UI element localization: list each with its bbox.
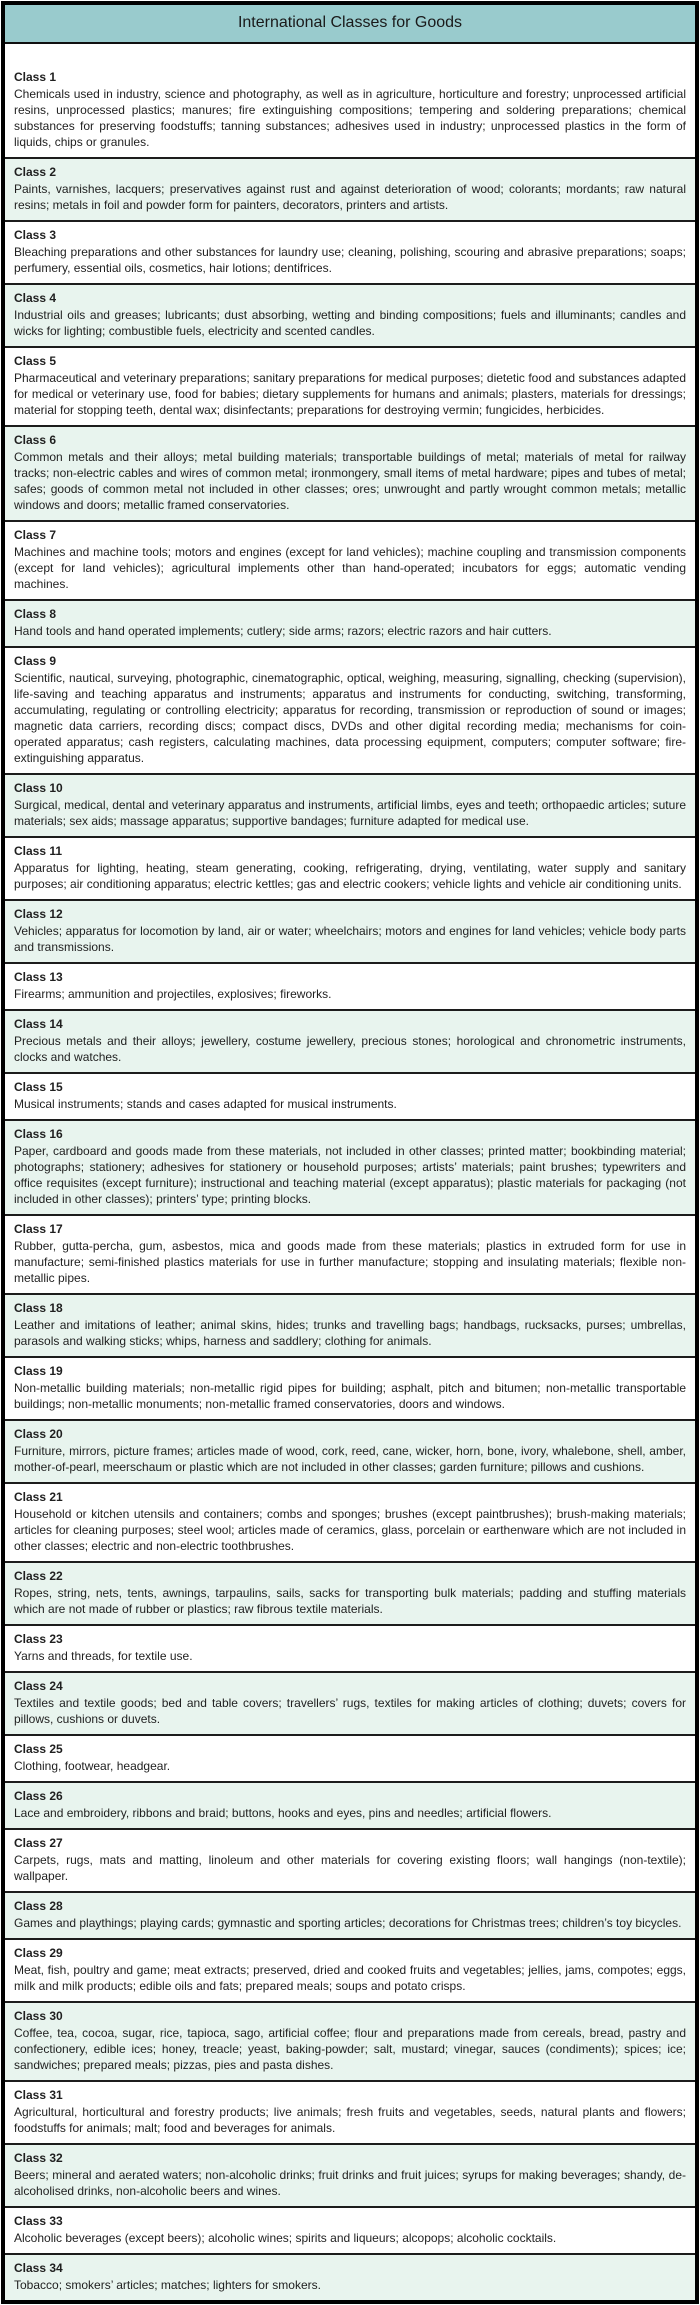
class-description: Meat, fish, poultry and game; meat extracts; preserved, dried and cooked fruits and vegetables; jellies, jams, compotes; eggs, milk and milk products; edible oils and fats; prepared meals; soups and potato crisps.: [14, 1963, 686, 1993]
class-label: Class 24: [14, 1679, 63, 1693]
class-label: Class 12: [14, 907, 63, 921]
class-row: [5, 1891, 695, 1938]
class-description: Household or kitchen utensils and containers; combs and sponges; brushes (except paintbrushes); brush-making materials; articles for cleaning purposes; steel wool; articles made of ceramics, glass, porcelain or earthenware which are not included in other classes; electric and non-electric toothbrushes.: [14, 1507, 686, 1553]
class-label: Class 10: [14, 781, 63, 795]
class-description: Rubber, gutta-percha, gum, asbestos, mica and goods made from these materials; plastics in extruded form for use in manufacture; semi-finished plastics materials for use in further manufacture; stopping and insulating materials; flexible non-metallic pipes.: [14, 1239, 686, 1285]
class-row: [5, 520, 695, 599]
class-description: Tobacco; smokers’ articles; matches; lighters for smokers.: [14, 2278, 321, 2292]
class-row: [5, 2253, 695, 2300]
class-description: Lace and embroidery, ribbons and braid; buttons, hooks and eyes, pins and needles; artificial flowers.: [14, 1806, 552, 1820]
class-description: Firearms; ammunition and projectiles, explosives; fireworks.: [14, 987, 332, 1001]
class-label: Class 17: [14, 1222, 63, 1236]
class-row: [5, 1734, 695, 1781]
class-row: [5, 836, 695, 899]
class-description: Surgical, medical, dental and veterinary apparatus and instruments, artificial limbs, eyes and teeth; orthopaedic articles; suture materials; sex aids; massage apparatus; supportive bandages; furniture adapted for medical use.: [14, 798, 686, 828]
class-row: [5, 1624, 695, 1671]
class-row: [5, 899, 695, 962]
class-row: [5, 1009, 695, 1072]
class-description: Furniture, mirrors, picture frames; articles made of wood, cork, reed, cane, wicker, horn, bone, ivory, whalebone, shell, amber, mother-of-pearl, meerschaum or plastic which are not included in other classes; garden furniture; pillows and cushions.: [14, 1444, 686, 1474]
class-description: Precious metals and their alloys; jewellery, costume jewellery, precious stones; horological and chronometric instruments, clocks and watches.: [14, 1034, 686, 1064]
class-row: [5, 2143, 695, 2206]
class-label: Class 11: [14, 844, 63, 858]
classes-table: [1, 1, 699, 2304]
class-label: Class 21: [14, 1490, 63, 1504]
class-description: Games and playthings; playing cards; gymnastic and sporting articles; decorations for Christmas trees; children’s toy bicycles.: [14, 1916, 682, 1930]
class-row: [5, 425, 695, 520]
class-label: Class 30: [14, 2009, 63, 2023]
class-label: Class 4: [14, 291, 57, 305]
class-row: [5, 1671, 695, 1734]
class-row: [5, 2206, 695, 2253]
class-row: [5, 1781, 695, 1828]
class-description: Textiles and textile goods; bed and table covers; travellers’ rugs, textiles for making articles of clothing; duvets; covers for pillows, cushions or duvets.: [14, 1696, 686, 1726]
class-description: Hand tools and hand operated implements; cutlery; side arms; razors; electric razors and hair cutters.: [14, 624, 552, 638]
class-label: Class 31: [14, 2088, 63, 2102]
class-description: Alcoholic beverages (except beers); alcoholic wines; spirits and liqueurs; alcopops; alcoholic cocktails.: [14, 2231, 557, 2245]
class-row: [5, 44, 695, 157]
class-label: Class 19: [14, 1364, 63, 1378]
class-label: Class 22: [14, 1569, 63, 1583]
class-label: Class 7: [14, 528, 57, 542]
class-description: Paints, varnishes, lacquers; preservatives against rust and against deterioration of wood; colorants; mordants; raw natural resins; metals in foil and powder form for painters, decorators, printers and artists.: [14, 182, 686, 212]
class-description: Pharmaceutical and veterinary preparations; sanitary preparations for medical purposes; dietetic food and substances adapted for medical or veterinary use, food for babies; dietary supplements for humans and animals; plasters, materials for dressings; material for stopping teeth, dental wax; disinfectants; preparations for destroying vermin; fungicides, herbicides.: [14, 371, 686, 417]
class-row: [5, 962, 695, 1009]
class-label: Class 34: [14, 2261, 63, 2275]
class-label: Class 25: [14, 1742, 63, 1756]
class-row: [5, 646, 695, 773]
class-label: Class 13: [14, 970, 63, 984]
class-label: Class 2: [14, 165, 57, 179]
class-description: Non-metallic building materials; non-metallic rigid pipes for building; asphalt, pitch and bitumen; non-metallic transportable buildings; non-metallic monuments; non-metallic framed conservatories, doors and windows.: [14, 1381, 686, 1411]
class-row: [5, 1419, 695, 1482]
class-label: Class 23: [14, 1632, 63, 1646]
class-description: Leather and imitations of leather; animal skins, hides; trunks and travelling bags; handbags, rucksacks, purses; umbrellas, parasols and walking sticks; whips, harness and saddlery; clothing for animals.: [14, 1318, 686, 1348]
class-label: Class 9: [14, 654, 57, 668]
class-description: Industrial oils and greases; lubricants; dust absorbing, wetting and binding compositions; fuels and illuminants; candles and wicks for lighting; combustible fuels, electricity and scented candles.: [14, 308, 686, 338]
class-row: [5, 1072, 695, 1119]
class-row: [5, 1938, 695, 2001]
classes-table-body: [5, 44, 695, 2300]
class-row: [5, 1293, 695, 1356]
class-row: [5, 346, 695, 425]
class-label: Class 29: [14, 1946, 63, 1960]
class-row: [5, 773, 695, 836]
class-description: Bleaching preparations and other substances for laundry use; cleaning, polishing, scouring and abrasive preparations; soaps; perfumery, essential oils, cosmetics, hair lotions; dentifrices.: [14, 245, 686, 275]
class-row: [5, 2080, 695, 2143]
class-row: [5, 157, 695, 220]
class-row: [5, 1214, 695, 1293]
class-label: Class 26: [14, 1789, 63, 1803]
class-label: Class 6: [14, 433, 57, 447]
class-label: Class 3: [14, 228, 57, 242]
class-row: [5, 1356, 695, 1419]
class-row: [5, 2001, 695, 2080]
class-label: Class 28: [14, 1899, 63, 1913]
class-row: [5, 1561, 695, 1624]
class-label: Class 27: [14, 1836, 63, 1850]
class-label: Class 20: [14, 1427, 63, 1441]
class-description: Ropes, string, nets, tents, awnings, tarpaulins, sails, sacks for transporting bulk materials; padding and stuffing materials which are not made of rubber or plastics; raw fibrous textile materials.: [14, 1586, 686, 1616]
class-row: [5, 283, 695, 346]
class-label: Class 33: [14, 2214, 63, 2228]
class-description: Common metals and their alloys; metal building materials; transportable buildings of metal; materials of metal for railway tracks; non-electric cables and wires of common metal; ironmongery, small items of metal hardware; pipes and tubes of metal; safes; goods of common metal not included in other classes; ores; unwrought and partly wrought common metals; metallic windows and doors; metallic framed conservatories.: [14, 450, 686, 512]
class-label: Class 32: [14, 2151, 63, 2165]
class-label: Class 15: [14, 1080, 63, 1094]
class-row: [5, 220, 695, 283]
class-description: Musical instruments; stands and cases adapted for musical instruments.: [14, 1097, 397, 1111]
class-description: Yarns and threads, for textile use.: [14, 1649, 193, 1663]
class-label: Class 1: [14, 70, 57, 84]
class-description: Agricultural, horticultural and forestry products; live animals; fresh fruits and vegetables, seeds, natural plants and flowers; foodstuffs for animals; malt; food and beverages for animals.: [14, 2105, 686, 2135]
class-row: [5, 1828, 695, 1891]
class-description: Beers; mineral and aerated waters; non-alcoholic drinks; fruit drinks and fruit juices; syrups for making beverages; shandy, de-alcoholised drinks, non-alcoholic beers and wines.: [14, 2168, 686, 2198]
class-description: Coffee, tea, cocoa, sugar, rice, tapioca, sago, artificial coffee; flour and preparations made from cereals, bread, pastry and confectionery, edible ices; honey, treacle; yeast, baking-powder; salt, mustard; vinegar, sauces (condiments); spices; ice; sandwiches; prepared meals; pizzas, pies and pasta dishes.: [14, 2026, 686, 2072]
class-description: Paper, cardboard and goods made from these materials, not included in other classes; printed matter; bookbinding material; photographs; stationery; adhesives for stationery or household purposes; artists’ materials; paint brushes; typewriters and office requisites (except furniture); instructional and teaching material (except apparatus); plastic materials for packaging (not included in other classes); printers’ type; printing blocks.: [14, 1144, 686, 1206]
class-description: Clothing, footwear, headgear.: [14, 1759, 171, 1773]
class-row: [5, 1119, 695, 1214]
class-description: Machines and machine tools; motors and engines (except for land vehicles); machine coupling and transmission components (except for land vehicles); agricultural implements other than hand-operated; incubators for eggs; automatic vending machines.: [14, 545, 686, 591]
class-label: Class 14: [14, 1017, 63, 1031]
class-row: [5, 599, 695, 646]
class-description: Vehicles; apparatus for locomotion by land, air or water; wheelchairs; motors and engines for land vehicles; vehicle body parts and transmissions.: [14, 924, 686, 954]
class-description: Apparatus for lighting, heating, steam generating, cooking, refrigerating, drying, ventilating, water supply and sanitary purposes; air conditioning apparatus; electric kettles; gas and electric cookers; vehicle lights and vehicle air conditioning units.: [14, 861, 686, 891]
page-title: International Classes for Goods: [5, 5, 695, 44]
class-label: Class 5: [14, 354, 57, 368]
class-label: Class 18: [14, 1301, 63, 1315]
class-description: Chemicals used in industry, science and photography, as well as in agriculture, horticulture and forestry; unprocessed artificial resins, unprocessed plastics; manures; fire extinguishing compositions; tempering and soldering preparations; chemical substances for preserving foodstuffs; tanning substances; adhesives used in industry; unprocessed plastics in the form of liquids, chips or granules.: [14, 87, 686, 149]
class-description: Carpets, rugs, mats and matting, linoleum and other materials for covering existing floors; wall hangings (non-textile); wallpaper.: [14, 1853, 686, 1883]
class-label: Class 16: [14, 1127, 63, 1141]
class-description: Scientific, nautical, surveying, photographic, cinematographic, optical, weighing, measuring, signalling, checking (supervision), life-saving and teaching apparatus and instruments; apparatus and instruments for conducting, switching, transforming, accumulating, regulating or controlling electricity; apparatus for recording, transmission or reproduction of sound or images; magnetic data carriers, recording discs; compact discs, DVDs and other digital recording media; mechanisms for coin-operated apparatus; cash registers, calculating machines, data processing equipment, computers; computer software; fire-extinguishing apparatus.: [14, 671, 686, 765]
class-row: [5, 1482, 695, 1561]
class-label: Class 8: [14, 607, 57, 621]
